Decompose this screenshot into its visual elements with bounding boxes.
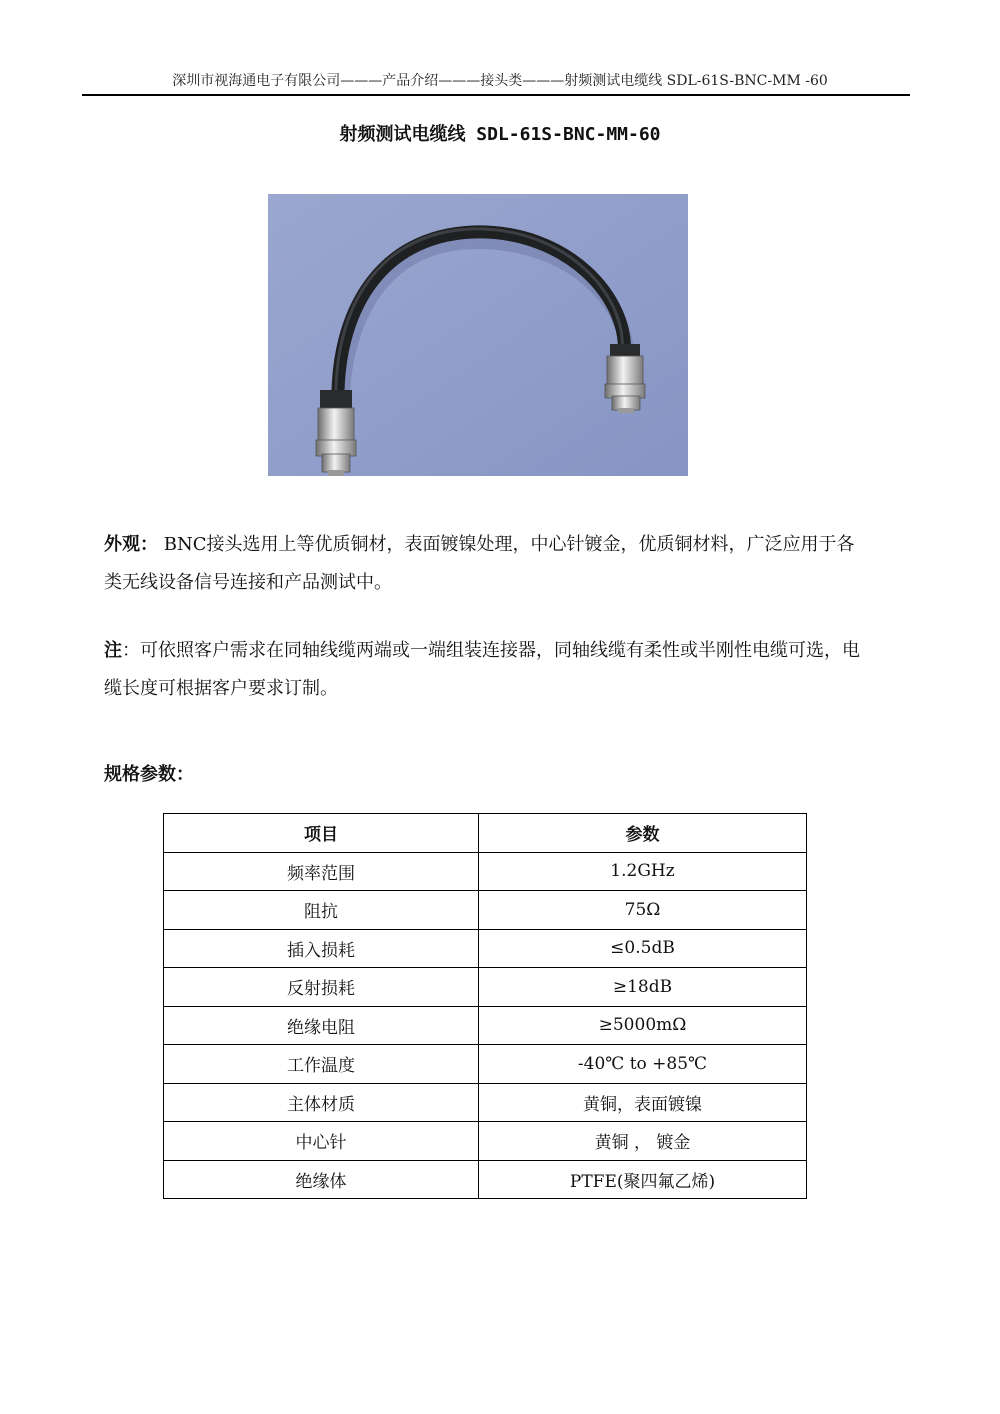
spec-value: -40℃ to +85℃ — [479, 1045, 807, 1084]
spec-value: ≤0.5dB — [479, 929, 807, 968]
column-header-item: 项目 — [164, 814, 479, 853]
table-row — [164, 1006, 807, 1045]
spec-item: 主体材质 — [164, 1083, 479, 1122]
table-row — [164, 852, 807, 891]
header-rule — [82, 94, 910, 96]
table-row — [164, 1122, 807, 1161]
note-text: ：可依照客户需求在同轴线缆两端或一端组装连接器，同轴线缆有柔性或半刚性电缆可选，电缆长度可根据客户要求订制。 — [104, 640, 860, 699]
column-header-value: 参数 — [479, 814, 807, 853]
spec-value: PTFE(聚四氟乙烯) — [479, 1160, 807, 1199]
spec-value: 黄铜 ， 镀金 — [479, 1122, 807, 1161]
spec-value: 1.2GHz — [479, 852, 807, 891]
page-header: 深圳市视海通电子有限公司———产品介绍———接头类———射频测试电缆线 SDL-61S-BNC-MM -60 — [172, 73, 828, 89]
note-label: 注 — [104, 640, 122, 661]
spec-item: 频率范围 — [164, 852, 479, 891]
spec-item: 阻抗 — [164, 891, 479, 930]
spec-value: ≥5000mΩ — [479, 1006, 807, 1045]
spec-item: 绝缘电阻 — [164, 1006, 479, 1045]
table-row — [164, 1083, 807, 1122]
spec-heading: 规格参数： — [104, 764, 194, 785]
product-photo — [268, 194, 688, 476]
spec-value: ≥18dB — [479, 968, 807, 1007]
appearance-paragraph — [104, 526, 864, 602]
spec-item: 绝缘体 — [164, 1160, 479, 1199]
table-row — [164, 968, 807, 1007]
table-row — [164, 929, 807, 968]
spec-table — [163, 813, 807, 1199]
table-row — [164, 891, 807, 930]
spec-item: 反射损耗 — [164, 968, 479, 1007]
spec-value: 75Ω — [479, 891, 807, 930]
spec-item: 中心针 — [164, 1122, 479, 1161]
appearance-text: BNC接头选用上等优质铜材，表面镀镍处理，中心针镀金，优质铜材料，广泛应用于各类无线设备信号连接和产品测试中。 — [104, 534, 855, 593]
table-row — [164, 1160, 807, 1199]
spec-item: 插入损耗 — [164, 929, 479, 968]
note-paragraph — [104, 632, 864, 708]
table-row — [164, 1045, 807, 1084]
spec-item: 工作温度 — [164, 1045, 479, 1084]
spec-value: 黄铜，表面镀镍 — [479, 1083, 807, 1122]
appearance-label: 外观： — [104, 534, 158, 555]
spec-table-header-row — [164, 814, 807, 853]
document-title: 射频测试电缆线 SDL-61S-BNC-MM-60 — [339, 124, 661, 145]
